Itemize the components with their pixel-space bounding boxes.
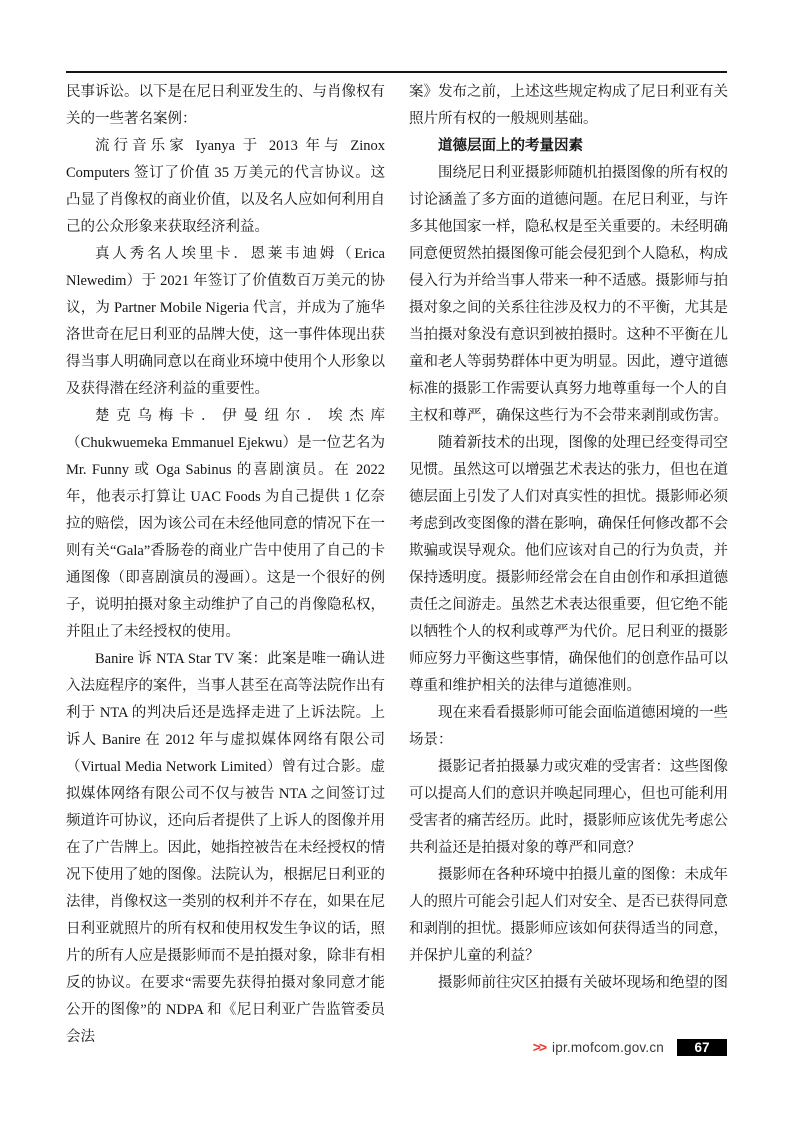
footer-site-text: ipr.mofcom.gov.cn — [552, 1039, 664, 1055]
body-paragraph: Banire 诉 NTA Star TV 案：此案是唯一确认进入法庭程序的案件，当事人甚至在高等法院作出有利于 NTA 的判决后还是选择走进了上诉法院。上诉人 Banire 在 2012 年与虚拟媒体网络有限公司（Virtual Media Network Limited）曾有过合影。虚拟媒体网络有限公司不仅与被告 NTA 之间签订过频道许可协议，还向后者提供了上诉人的图像并用在了广告牌上。因此，她指控被告在未经授权的情况下使用了她的图像。法院认为，根据尼日利亚的法律，肖像权这一类别的权利并不存在，如果在尼日利亚就照片的所有权和使用权发生争议的话，照片的所有人应是摄影师而不是拍摄对象，除非有相反的协议。在要求“需要先获得拍摄对象同意才能公开的图像”的 NDPA 和《尼日利亚广告监管委员会法 — [66, 651, 385, 1045]
body-paragraph: 摄影师在各种环境中拍摄儿童的图像：未成年人的照片可能会引起人们对安全、是否已获得同意和剥削的担忧。摄影师应该如何获得适当的同意，并保护儿童的利益？ — [409, 867, 728, 964]
page-content — [66, 79, 728, 1051]
body-paragraph: 民事诉讼。以下是在尼日利亚发生的、与肖像权有关的一些著名案例： — [66, 84, 385, 127]
left-column — [66, 79, 385, 1051]
body-paragraph: 流行音乐家 Iyanya 于 2013 年与 Zinox Computers 签订了价值 35 万美元的代言协议。这凸显了肖像权的商业价值，以及名人应如何利用自己的公众形象来获取经济利益。 — [66, 138, 385, 235]
body-paragraph: 围绕尼日利亚摄影师随机拍摄图像的所有权的讨论涵盖了多方面的道德问题。在尼日利亚，与许多其他国家一样，隐私权是至关重要的。未经明确同意便贸然拍摄图像可能会侵犯到个人隐私，构成侵入行为并给当事人带来一种不适感。摄影师与拍摄对象之间的关系往往涉及权力的不平衡，尤其是当拍摄对象没有意识到被拍摄时。这种不平衡在儿童和老人等弱势群体中更为明显。因此，遵守道德标准的摄影工作需要认真努力地尊重每一个人的自主权和尊严，确保这些行为不会带来剥削或伤害。 — [409, 165, 728, 424]
double-chevron-icon: >> — [532, 1038, 546, 1055]
body-paragraph: 现在来看看摄影师可能会面临道德困境的一些场景： — [409, 705, 728, 748]
body-paragraph: 摄影记者拍摄暴力或灾难的受害者：这些图像可以提高人们的意识并唤起同理心，但也可能利用受害者的痛苦经历。此时，摄影师应该优先考虑公共利益还是拍摄对象的尊严和同意？ — [409, 759, 728, 856]
body-paragraph: 摄影师前往灾区拍摄有关破坏现场和绝望的图 — [438, 975, 728, 991]
body-paragraph: 楚克乌梅卡．伊曼纽尔．埃杰库（Chukwuemeka Emmanuel Ejekwu）是一位艺名为 Mr. Funny 或 Oga Sabinus 的喜剧演员。在 2022 年，他表示打算让 UAC Foods 为自己提供 1 亿奈拉的赔偿，因为该公司在未经他同意的情况下在一则有关“Gala”香肠卷的商业广告中使用了自己的卡通图像（即喜剧演员的漫画）。这是一个很好的例子，说明拍摄对象主动维护了自己的肖像隐私权，并阻止了未经授权的使用。 — [66, 408, 385, 640]
body-paragraph: 案》发布之前，上述这些规定构成了尼日利亚有关照片所有权的一般规则基础。 — [409, 84, 728, 127]
header-rule — [66, 71, 727, 73]
page-number-badge: 67 — [677, 1039, 727, 1056]
page-footer — [533, 1038, 727, 1056]
body-paragraph: 随着新技术的出现，图像的处理已经变得司空见惯。虽然这可以增强艺术表达的张力，但也在道德层面上引发了人们对真实性的担忧。摄影师必须考虑到改变图像的潜在影响，确保任何修改都不会欺骗或误导观众。他们应该对自己的行为负责，并保持透明度。摄影师经常会在自由创作和承担道德责任之间游走。虽然艺术表达很重要，但它绝不能以牺牲个人的权利或尊严为代价。尼日利亚的摄影师应努力平衡这些事情，确保他们的创意作品可以尊重和维护相关的法律与道德准则。 — [409, 435, 728, 694]
right-column — [409, 79, 728, 1051]
body-paragraph: 真人秀名人埃里卡．恩莱韦迪姆（Erica Nlewedim）于 2021 年签订了价值数百万美元的协议，为 Partner Mobile Nigeria 代言，并成为了施华洛世奇在尼日利亚的品牌大使，这一事件体现出获得当事人明确同意以在商业环境中使用个人形象以及获得潜在经济利益的重要性。 — [66, 246, 385, 397]
section-heading: 道德层面上的考量因素 — [438, 138, 583, 154]
